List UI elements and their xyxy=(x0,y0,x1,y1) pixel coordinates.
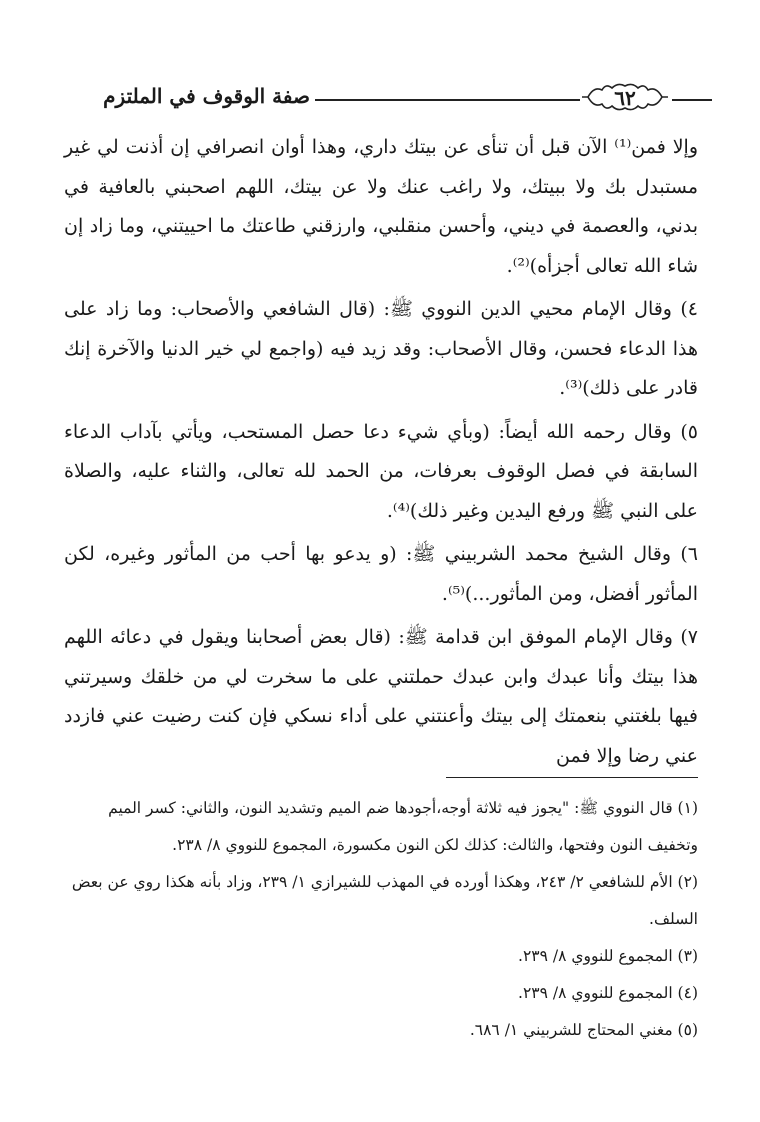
paragraph-5: ٥) وقال رحمه الله أيضاً: (وبأي شيء دعا حصل المستحب، ويأتي بآداب الدعاء السابقة في فصل الوقوف بعرفات، من الحمد لله تعالى، والثناء عليه، والصلاة على النبي ﷺ ورفع اليدين وغير ذلك)⁽⁴⁾. xyxy=(64,420,698,522)
footnote-1: (١) قال النووي ﷺ: "يجوز فيه ثلاثة أوجه،أجودها ضم الميم وتشديد النون، والثاني: كسر الميم وتخفيف النون وفتحها، والثالث: كذلك لكن النون مكسورة، المجموع للنووي ٨/ ٢٣٨. xyxy=(108,799,698,854)
paragraph-6: ٦) وقال الشيخ محمد الشربيني ﷺ: (و يدعو بها أحب من المأثور وغيره، لكن المأثور أفضل، ومن المأثور...)⁽⁵⁾. xyxy=(64,543,698,605)
footnote-4: (٤) المجموع للنووي ٨/ ٢٣٩. xyxy=(518,984,698,1002)
page-number: ٦٢ xyxy=(614,86,636,110)
paragraph-4: ٤) وقال الإمام محيي الدين النووي ﷺ: (قال الشافعي والأصحاب: وما زاد على هذا الدعاء فحسن، وقال الأصحاب: وقد زيد فيه (واجمع لي خير الدنيا والآخرة إنك قادر على ذلك)⁽³⁾. xyxy=(64,298,698,399)
footnote-5: (٥) مغني المحتاج للشربيني ١/ ٦٨٦. xyxy=(469,1021,698,1039)
footnote-separator xyxy=(446,777,698,778)
header-rule-right xyxy=(672,99,712,101)
footnote-3: (٣) المجموع للنووي ٨/ ٢٣٩. xyxy=(518,947,698,965)
main-text xyxy=(64,128,698,780)
footnotes xyxy=(64,790,698,1049)
page-number-ornament xyxy=(582,80,668,114)
running-title: صفة الوقوف في الملتزم xyxy=(103,84,310,108)
paragraph-7: ٧) وقال الإمام الموفق ابن قدامة ﷺ: (قال بعض أصحابنا ويقول في دعائه اللهم هذا بيتك وأنا عبدك وابن عبدك حملتني على ما سخرت لي من خلقك وسيرتني فيها بلغتني بنعمتك إلى بيتك وأعنتني على أداء نسكي فإن كنت رضيت عني فازدد عني رضا وإلا فمن xyxy=(64,626,698,767)
header-rule-left xyxy=(315,99,580,101)
footnote-2: (٢) الأم للشافعي ٢/ ٢٤٣، وهكذا أورده في المهذب للشيرازي ١/ ٢٣٩، وزاد بأنه هكذا روي عن بعض السلف. xyxy=(71,873,698,928)
paragraph-continuation: وإلا فمن⁽¹⁾ الآن قبل أن تنأى عن بيتك داري، وهذا أوان انصرافي إن أذنت لي غير مستبدل بك ولا ببيتك، ولا راغب عنك ولا عن بيتك، اللهم اصحبني بالعافية في بدني، والعصمة في ديني، وأحسن منقلبي، وارزقني طاعتك ما احييتني، وما زاد إن شاء الله تعالى أجزأه)⁽²⁾. xyxy=(64,136,698,277)
page-header xyxy=(60,80,700,116)
